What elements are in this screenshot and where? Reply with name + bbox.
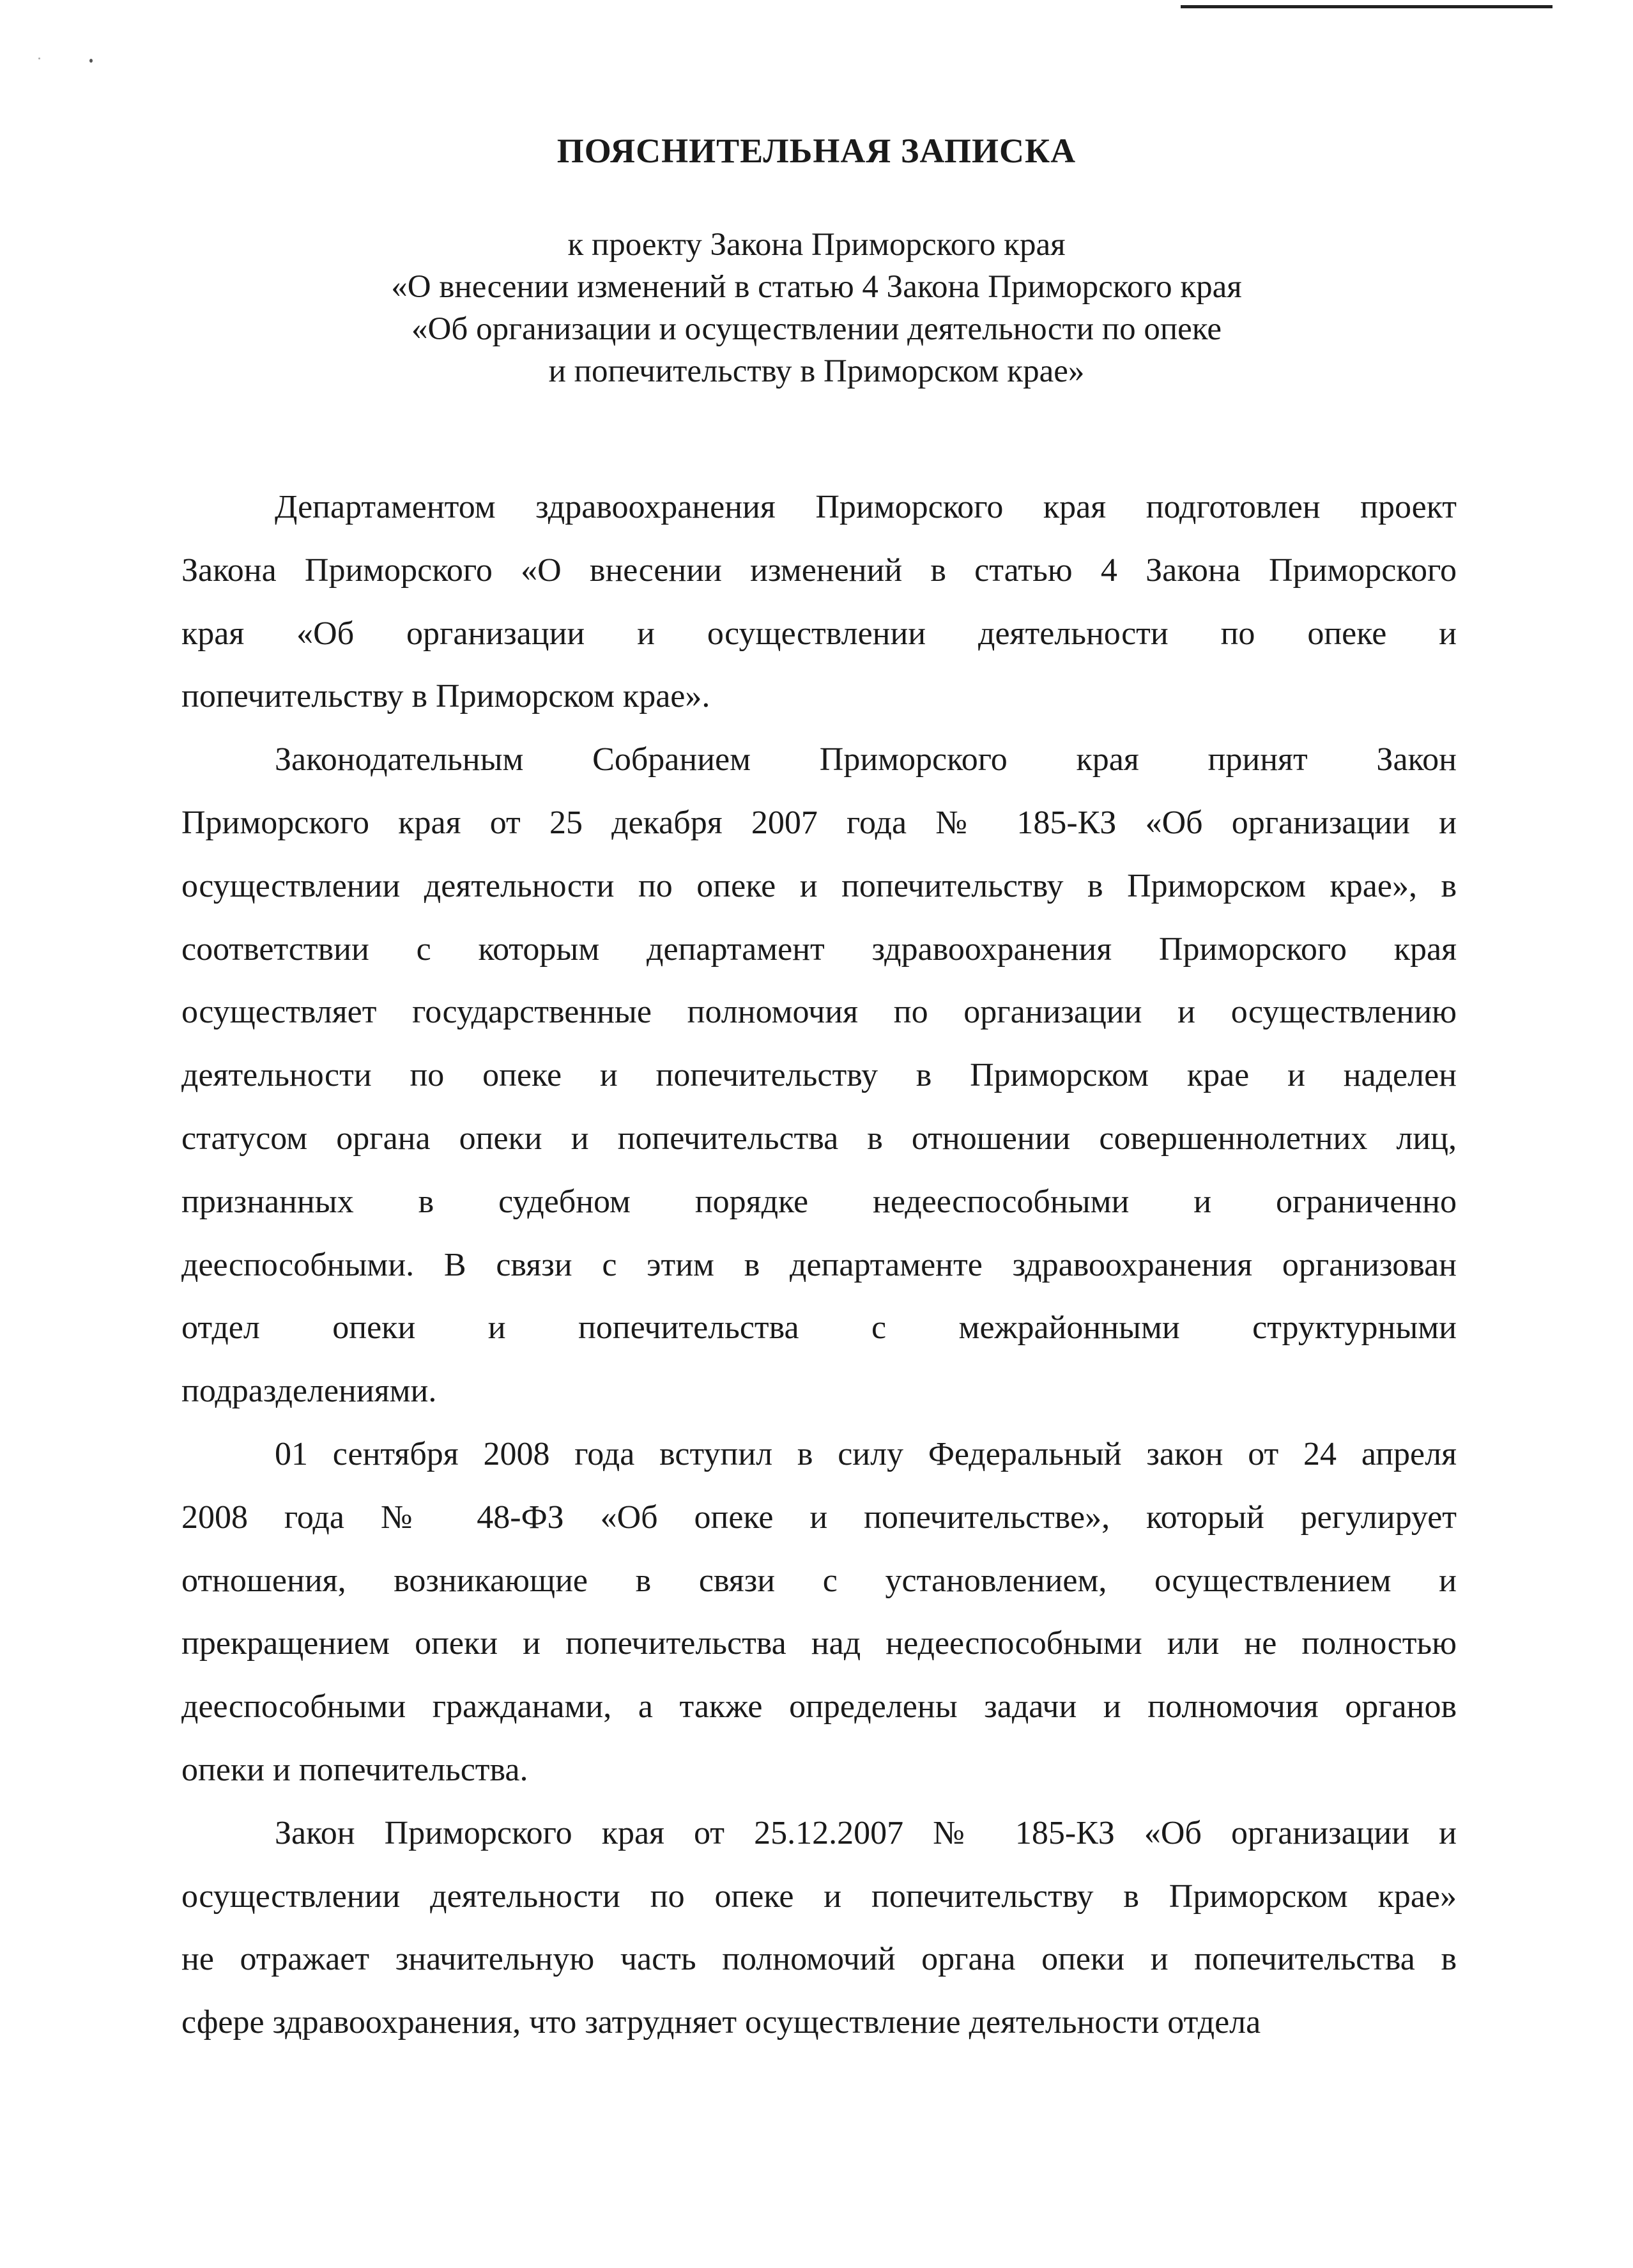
text-line: края «Об организации и осуществлении деятельности по опеке и [181, 615, 1457, 652]
text-line: отдел опеки и попечительства с межрайонными структурными [181, 1309, 1457, 1346]
document-title: ПОЯСНИТЕЛЬНАЯ ЗАПИСКА [556, 132, 1077, 170]
text-line: Приморского края от 25 декабря 2007 года № 185-КЗ «Об организации и [181, 804, 1457, 841]
scan-border-line [1181, 5, 1552, 8]
paragraph [181, 1423, 1457, 1802]
paragraph [181, 476, 1457, 729]
text-line: сфере здравоохранения, что затрудняет осуществление деятельности отдела [181, 2004, 1261, 2041]
text-line: отношения, возникающие в связи с установлением, осуществлением и [181, 1562, 1457, 1599]
text-line: попечительству в Приморском крае». [181, 678, 710, 715]
scan-speck [38, 58, 40, 59]
text-line: дееспособными гражданами, а также определены задачи и полномочия органов [181, 1688, 1457, 1725]
text-line: 01 сентября 2008 года вступил в силу Федеральный закон от 24 апреля [275, 1435, 1457, 1472]
paragraph [181, 729, 1457, 1423]
subtitle-line: к проекту Закона Приморского края [567, 227, 1066, 263]
text-line: Закона Приморского «О внесении изменений в статью 4 Закона Приморского [181, 552, 1457, 589]
text-line: дееспособными. В связи с этим в департаменте здравоохранения организован [181, 1246, 1457, 1283]
text-line: осуществлении деятельности по опеке и попечительству в Приморском крае», в [181, 867, 1457, 904]
paragraph [181, 1802, 1457, 2055]
scan-speck [89, 59, 93, 63]
text-line: Департаментом здравоохранения Приморского края подготовлен проект [275, 489, 1457, 525]
text-line: осуществлении деятельности по опеке и попечительству в Приморском крае» [181, 1878, 1457, 1915]
subtitle-line: «О внесении изменений в статью 4 Закона Приморского края [391, 269, 1242, 305]
subtitle-line: и попечительству в Приморском крае» [548, 353, 1085, 389]
text-line: не отражает значительную часть полномочий органа опеки и попечительства в [181, 1941, 1457, 1978]
text-line: прекращением опеки и попечительства над недееспособными или не полностью [181, 1625, 1457, 1662]
text-line: соответствии с которым департамент здравоохранения Приморского края [181, 930, 1457, 968]
text-line: Законодательным Собранием Приморского края принят Закон [275, 741, 1457, 778]
text-line: деятельности по опеке и попечительству в Приморском крае и наделен [181, 1057, 1457, 1094]
document-body [181, 476, 1457, 2055]
text-line: признанных в судебном порядке недееспособными и ограниченно [181, 1183, 1457, 1220]
text-line: статусом органа опеки и попечительства в отношении совершеннолетних лиц, [181, 1120, 1457, 1157]
text-line: осуществляет государственные полномочия по организации и осуществлению [181, 994, 1457, 1031]
text-line: Закон Приморского края от 25.12.2007 № 185-КЗ «Об организации и [275, 1814, 1457, 1851]
subtitle-line: «Об организации и осуществлении деятельности по опеке [411, 311, 1222, 347]
text-line: 2008 года № 48-ФЗ «Об опеке и попечительстве», который регулирует [181, 1499, 1457, 1536]
text-line: подразделениями. [181, 1373, 437, 1410]
text-line: опеки и попечительства. [181, 1751, 528, 1788]
document-subtitle [0, 224, 1633, 392]
